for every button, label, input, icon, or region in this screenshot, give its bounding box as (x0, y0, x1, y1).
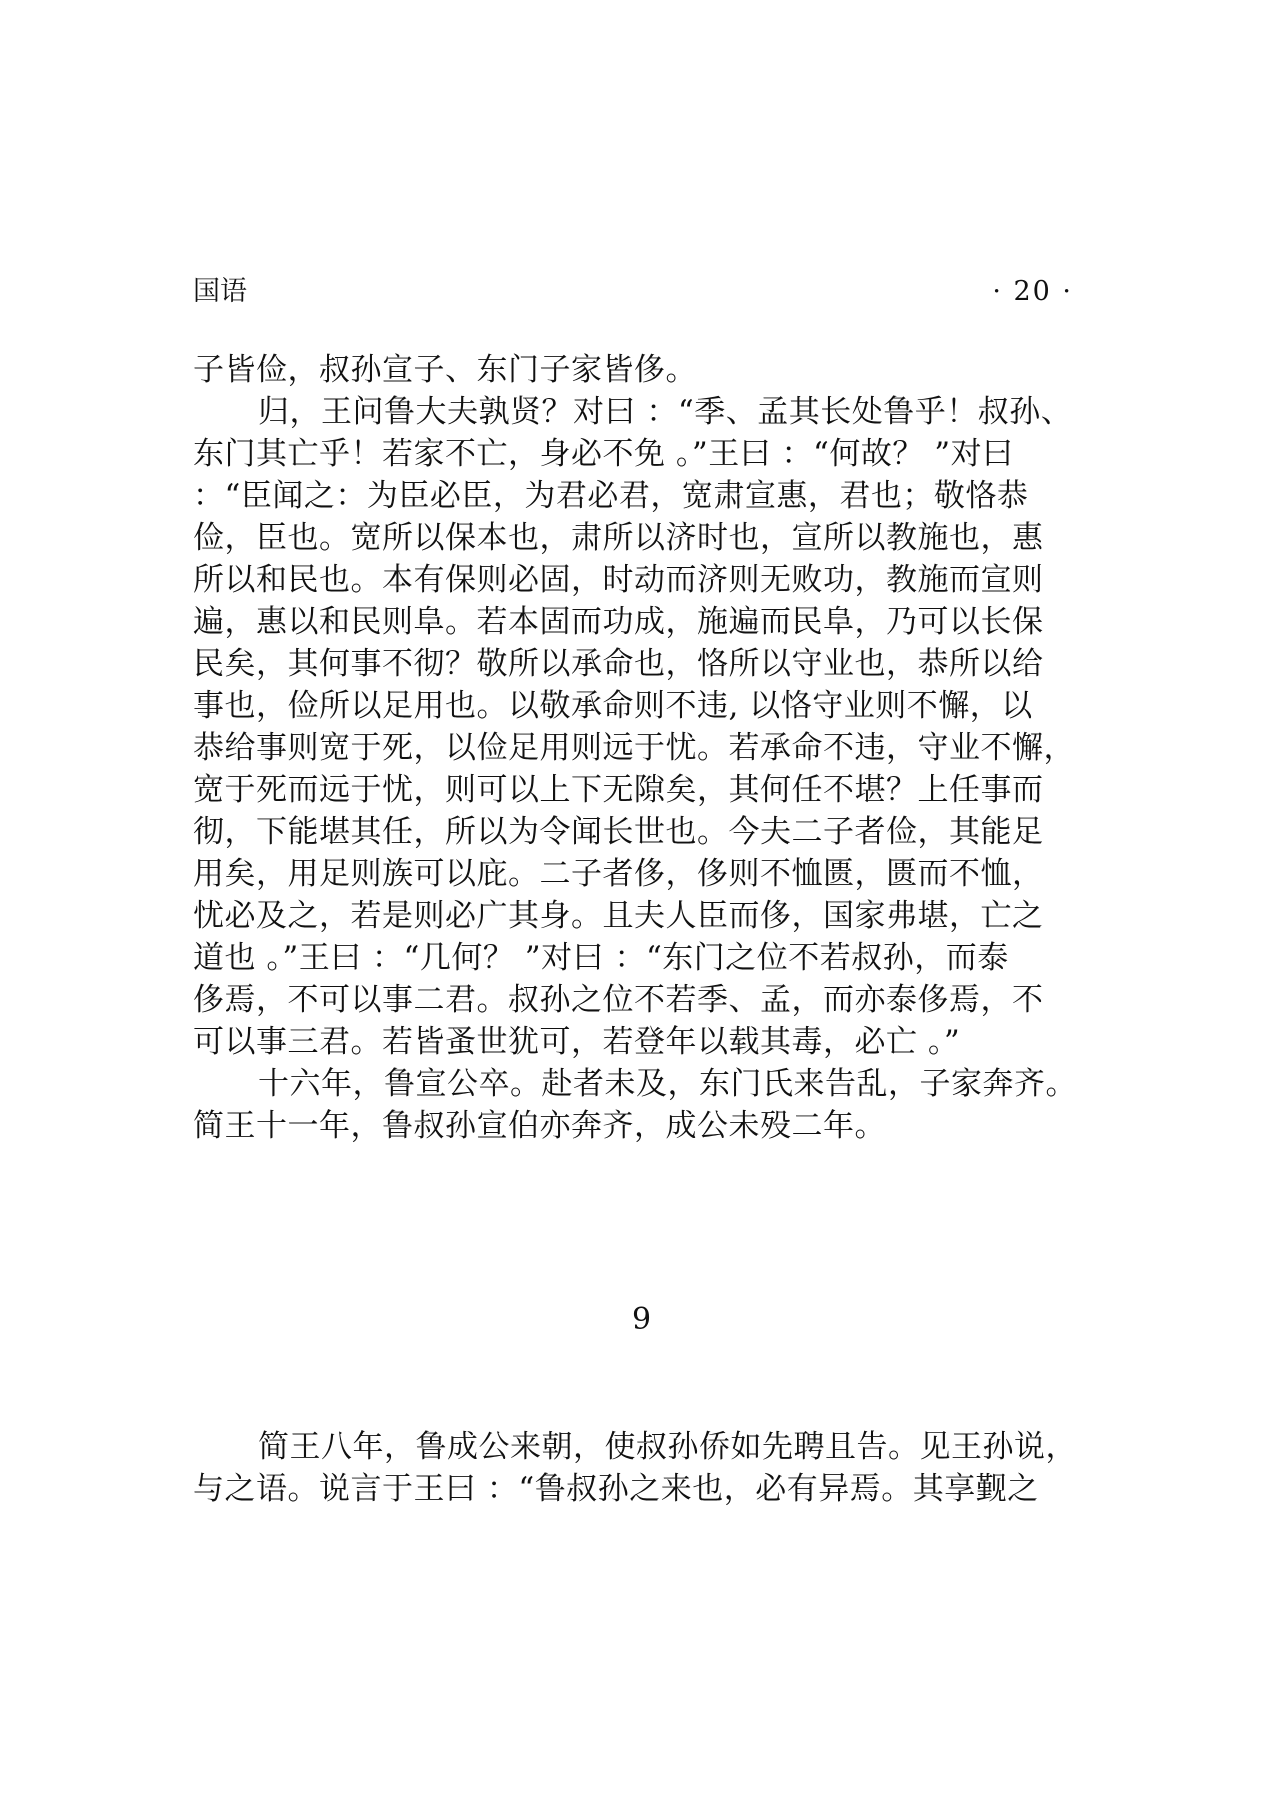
text-line: 恭给事则宽于死，以俭足用则远于忧。若承命不违，守业不懈， (193, 730, 1075, 766)
running-header (193, 272, 1073, 312)
text-line: 侈焉，不可以事二君。叔孙之位不若季、孟，而亦泰侈焉，不 (193, 982, 1044, 1018)
text-line: 俭，臣也。宽所以保本也，肃所以济时也，宣所以教施也，惠 (193, 520, 1044, 556)
text-line: 可以事三君。若皆蚤世犹可，若登年以载其毒，必亡 。” (193, 1024, 961, 1060)
text-line: 子皆俭，叔孙宣子、东门子家皆侈。 (193, 352, 697, 388)
page-number: · 20 · (992, 276, 1073, 307)
text-line: 遍，惠以和民则阜。若本固而功成，施遍而民阜，乃可以长保 (193, 604, 1044, 640)
text-line: 归，王问鲁大夫孰贤？对曰 ：“季、孟其长处鲁乎！叔孙、 (258, 394, 1073, 430)
text-line: 宽于死而远于忧，则可以上下无隙矣，其何任不堪？上任事而 (193, 772, 1044, 808)
text-line: 彻，下能堪其任，所以为令闻长世也。今夫二子者俭，其能足 (193, 814, 1044, 850)
text-line: 东门其亡乎！若家不亡，身必不免 。”王曰 ：“何故？ ”对曰 (193, 436, 1014, 472)
book-title: 国语 (193, 276, 247, 307)
text-line: 道也 。”王曰 ：“几何？ ”对曰 ：“东门之位不若叔孙，而泰 (193, 940, 1009, 976)
text-line: ：“臣闻之：为臣必臣，为君必君，宽肃宣惠，君也；敬恪恭 (193, 478, 1029, 514)
text-line: 简王八年，鲁成公来朝，使叔孙侨如先聘且告。见王孙说， (258, 1429, 1077, 1465)
text-line: 民矣，其何事不彻？敬所以承命也，恪所以守业也，恭所以给 (193, 646, 1044, 682)
text-line: 与之语。说言于王曰 ：“鲁叔孙之来也，必有异焉。其享觐之 (193, 1471, 1039, 1507)
text-line: 忧必及之，若是则必广其身。且夫人臣而侈，国家弗堪，亡之 (193, 898, 1044, 934)
text-line: 所以和民也。本有保则必固，时动而济则无败功，教施而宣则 (193, 562, 1044, 598)
text-line: 用矣，用足则族可以庇。二子者侈，侈则不恤匮，匮而不恤， (193, 856, 1044, 892)
text-line: 十六年，鲁宣公卒。赴者未及，东门氏来告乱，子家奔齐。 (258, 1066, 1077, 1102)
text-line: 事也，俭所以足用也。以敬承命则不违, 以恪守业则不懈，以 (193, 688, 1033, 724)
text-line: 简王十一年，鲁叔孙宣伯亦奔齐，成公未殁二年。 (193, 1108, 886, 1144)
section-number: 9 (631, 1302, 652, 1337)
